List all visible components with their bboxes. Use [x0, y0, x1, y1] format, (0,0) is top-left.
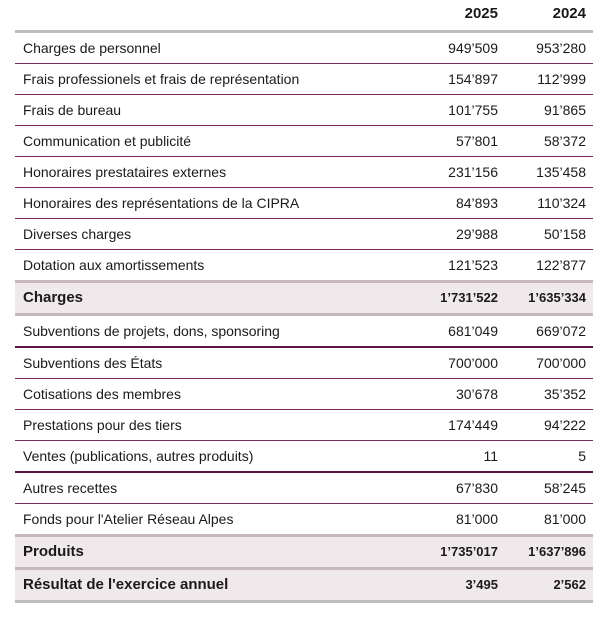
result-2024: 2’562	[553, 577, 586, 592]
table-row	[15, 441, 593, 473]
table-header	[15, 0, 593, 33]
value-2024: 110’324	[537, 195, 586, 211]
value-2024: 953’280	[536, 40, 586, 56]
table-row	[15, 33, 593, 64]
result-2025: 3’495	[465, 577, 498, 592]
value-2025: 30’678	[455, 386, 498, 402]
table-row	[15, 250, 593, 280]
value-2025: 174’449	[448, 417, 498, 433]
row-label: Ventes (publications, autres produits)	[23, 448, 254, 464]
produits-total-2024: 1’637’896	[528, 544, 586, 559]
result-row	[15, 570, 593, 603]
row-label: Subventions des États	[23, 355, 163, 371]
table-row	[15, 157, 593, 188]
table-row	[15, 504, 593, 534]
value-2025: 29’988	[455, 226, 498, 242]
value-2024: 669’072	[536, 323, 586, 339]
table-row	[15, 410, 593, 441]
table-row	[15, 316, 593, 348]
row-label: Subventions de projets, dons, sponsoring	[23, 323, 280, 339]
row-label: Charges de personnel	[23, 40, 161, 56]
charges-total-2024: 1’635’334	[528, 290, 586, 305]
value-2024: 122’877	[536, 257, 586, 273]
value-2024: 94’222	[543, 417, 586, 433]
value-2025: 231’156	[448, 164, 498, 180]
result-label: Résultat de l'exercice annuel	[23, 576, 229, 593]
row-label: Dotation aux amortissements	[23, 257, 205, 273]
row-label: Fonds pour l'Atelier Réseau Alpes	[23, 511, 234, 527]
row-label: Prestations pour des tiers	[23, 417, 182, 433]
value-2024: 50’158	[543, 226, 586, 242]
table-row	[15, 188, 593, 219]
value-2025: 81’000	[455, 511, 498, 527]
charges-total-2025: 1’731’522	[440, 290, 498, 305]
column-header-2024: 2024	[552, 5, 586, 22]
row-label: Diverses charges	[23, 226, 132, 242]
financial-table	[15, 0, 593, 603]
value-2025: 101’755	[448, 102, 498, 118]
value-2025: 121’523	[448, 257, 498, 273]
table-row	[15, 64, 593, 95]
value-2024: 91’865	[543, 102, 586, 118]
value-2025: 84’893	[455, 195, 498, 211]
row-label: Cotisations des membres	[23, 386, 181, 402]
row-label: Honoraires des représentations de la CIPRA	[23, 195, 300, 211]
value-2025: 949’509	[448, 40, 498, 56]
value-2024: 135’458	[536, 164, 586, 180]
column-header-2025: 2025	[464, 5, 498, 22]
value-2025: 154’897	[448, 71, 498, 87]
value-2024: 35’352	[543, 386, 586, 402]
table-row	[15, 219, 593, 250]
row-label: Frais professionels et frais de représentation	[23, 71, 300, 87]
value-2025: 681’049	[448, 323, 498, 339]
row-label: Autres recettes	[23, 480, 118, 496]
produits-total-row	[15, 534, 593, 570]
table-row	[15, 473, 593, 504]
value-2025: 700’000	[448, 355, 498, 371]
value-2024: 58’372	[543, 133, 586, 149]
value-2024: 112’999	[537, 71, 586, 87]
produits-total-label: Produits	[23, 543, 84, 560]
value-2025: 67’830	[455, 480, 498, 496]
value-2024: 5	[578, 448, 586, 464]
row-label: Frais de bureau	[23, 102, 122, 118]
row-label: Communication et publicité	[23, 133, 192, 149]
value-2024: 700’000	[536, 355, 586, 371]
table-row	[15, 95, 593, 126]
value-2024: 81’000	[543, 511, 586, 527]
value-2025: 57’801	[455, 133, 498, 149]
table-row	[15, 379, 593, 410]
charges-total-label: Charges	[23, 289, 84, 306]
table-row	[15, 348, 593, 379]
row-label: Honoraires prestataires externes	[23, 164, 227, 180]
table-row	[15, 126, 593, 157]
value-2025: 11	[483, 448, 498, 464]
charges-total-row	[15, 280, 593, 316]
produits-total-2025: 1’735’017	[440, 544, 498, 559]
value-2024: 58’245	[543, 480, 586, 496]
